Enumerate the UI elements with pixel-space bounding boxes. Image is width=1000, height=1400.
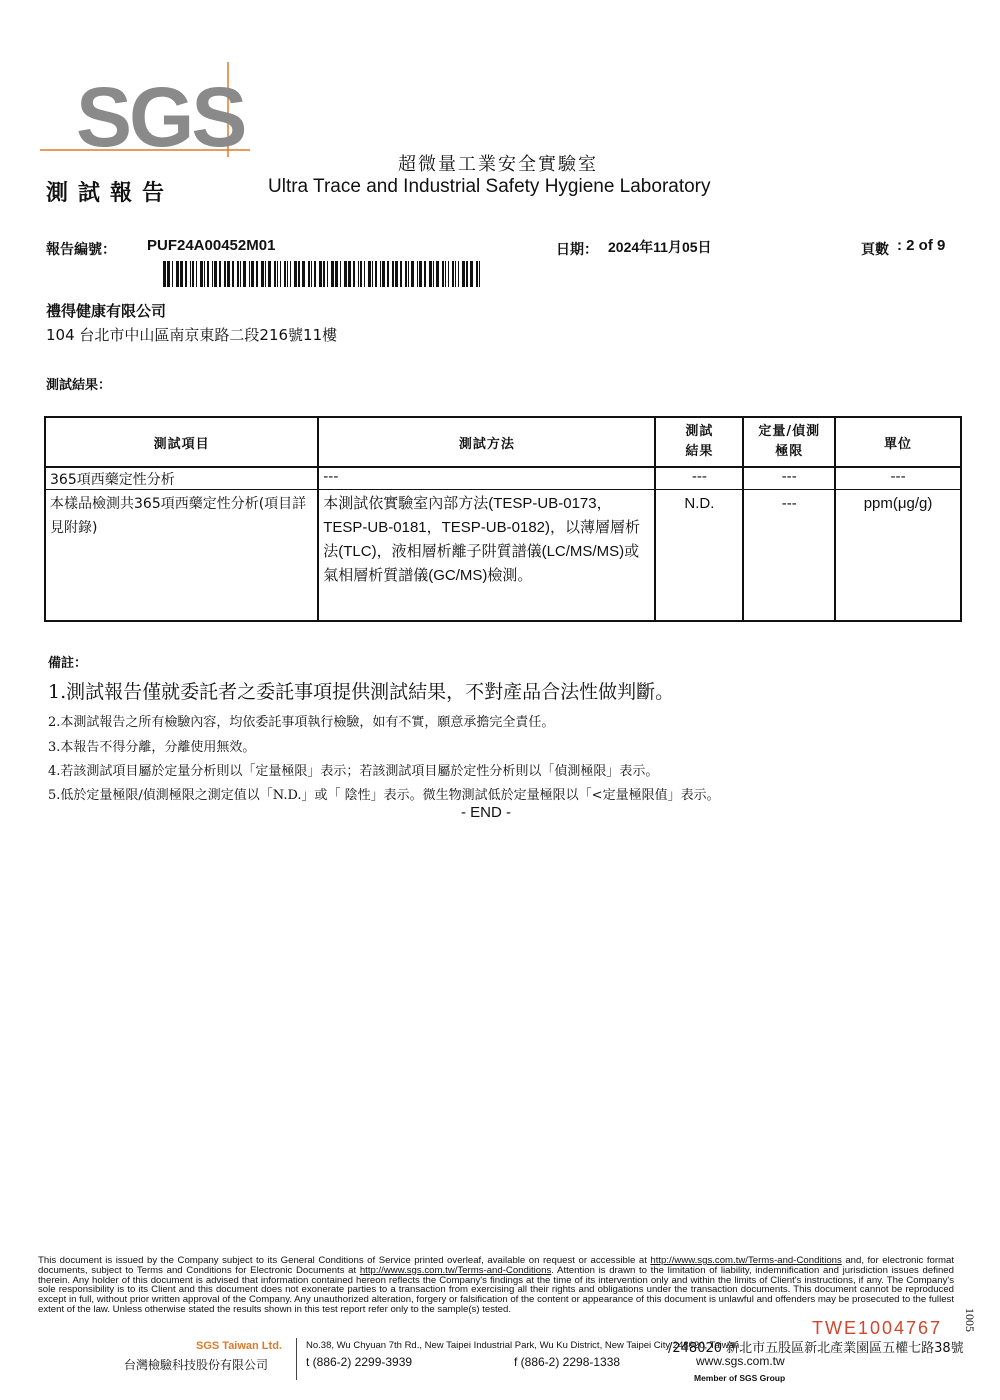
barcode-bar: [298, 261, 300, 287]
notes-heading: 備註：: [48, 656, 88, 671]
barcode-bar: [227, 261, 230, 287]
cell-unit: ---: [835, 467, 961, 490]
barcode-bar: [268, 261, 271, 287]
cell-method: ---: [318, 467, 655, 490]
barcode-bar: [448, 261, 449, 287]
page-count: : 2 of 9: [897, 237, 946, 254]
disclaimer-text: This document is issued by the Company subject to its General Conditions of Service printed overleaf, available on request or accessible at: [38, 1255, 651, 1266]
footer-divider: [296, 1338, 297, 1380]
header-limit-line1: 定量/偵測: [758, 424, 821, 439]
barcode-bar: [243, 261, 246, 287]
barcode-bar: [311, 261, 312, 287]
sgs-logo-text: SGS: [76, 70, 245, 157]
cell-result: N.D.: [655, 490, 743, 622]
barcode-bar: [261, 261, 264, 287]
barcode-bar: [200, 261, 203, 287]
barcode-bar: [224, 261, 226, 287]
telephone: t (886-2) 2299-3939: [306, 1355, 413, 1369]
table-header-row: [45, 417, 961, 467]
barcode-bar: [302, 261, 305, 287]
lab-name-zh: 超微量工業安全實驗室: [398, 154, 598, 175]
lab-name-en: Ultra Trace and Industrial Safety Hygiene Laboratory: [268, 176, 711, 197]
fax: f (886-2) 2298-1338: [514, 1355, 621, 1369]
disclaimer-text: and, for electronic format documents, subject to Terms and Conditions for Electronic Documents at: [38, 1255, 955, 1276]
barcode-bar: [476, 261, 478, 287]
barcode-bar: [212, 261, 213, 287]
header-test-method: 測試方法: [318, 417, 655, 467]
table-row: [45, 490, 961, 622]
barcode-bar: [314, 261, 316, 287]
barcode-bar: [249, 261, 250, 287]
barcode-bar: [375, 261, 377, 287]
barcode-bar: [392, 261, 394, 287]
header-result-line2: 結果: [685, 444, 714, 459]
disclaimer-text: . Attention is drawn to the limitation of liability, indemnification and jurisdiction issues defined therein. Any holder of this document is advised that information contained hereon reflects the Company's findings at the time of its intervention only and within the limits of Client's instructions, if any. The Company's sole responsibility is to its Client and this document does not exonerate parties to a transaction from exercising all their rights and obligations under the transaction documents. This document cannot be reproduced except in full, without prior written approval of the Company. Any unauthorized alteration, forgery or falsification of the content or appearance of this document is unlawful and offenders may be prosecuted to the fullest extent of the law. Unless otherwise stated the results shown in this test report refer only to the sample(s) tested.: [38, 1264, 954, 1315]
barcode-bar: [196, 261, 197, 287]
barcode-bar: [405, 261, 407, 287]
barcode-bar: [380, 261, 381, 287]
barcode-bar: [358, 261, 359, 287]
barcode-bar: [294, 261, 297, 287]
barcode-bar: [277, 261, 278, 287]
barcode-bar: [323, 261, 325, 287]
cell-item: 本樣品檢測共365項西藥定性分析(項目詳見附錄): [45, 490, 318, 622]
note-item: 4.若該測試項目屬於定量分析則以「定量極限」表示；若該測試項目屬於定性分析則以「偵測極限」表示。: [48, 764, 659, 779]
barcode-bar: [433, 261, 434, 287]
barcode-bar: [368, 261, 371, 287]
sgs-logo-graphic: [40, 62, 250, 157]
barcode-bar: [429, 261, 432, 287]
pages-label: 頁數: [861, 242, 889, 258]
cell-method: 本測試依實驗室內部方法(TESP-UB-0173，TESP-UB-0181，TESP-UB-0182)，以薄層層析法(TLC)，液相層析離子阱質譜儀(LC/MS/MS)或氣相層析質譜儀(GC/MS)檢測。: [318, 490, 655, 622]
barcode-bar: [408, 261, 409, 287]
barcode-bar: [204, 261, 205, 287]
electronic-terms-link[interactable]: http://www.sgs.com.tw/Terms-and-Conditions: [359, 1264, 552, 1276]
barcode-bar: [466, 261, 468, 287]
barcode-bar: [280, 261, 281, 287]
barcode-bar: [360, 261, 362, 287]
header-unit: 單位: [835, 417, 961, 467]
barcode-bar: [219, 261, 221, 287]
report-no-label: 報告編號：: [46, 242, 116, 258]
barcode-bar: [458, 261, 459, 287]
address-en: No.38, Wu Chyuan 7th Rd., New Taipei Industrial Park, Wu Ku District, New Taipei City 248020, Taiwan: [306, 1340, 740, 1351]
barcode-bar: [319, 261, 322, 287]
disclaimer: [38, 1256, 954, 1315]
barcode-graphic: [163, 261, 483, 287]
barcode-bar: [256, 261, 258, 287]
results-heading: 測試結果：: [46, 378, 112, 393]
barcode-bar: [411, 261, 414, 287]
barcode-bar: [190, 261, 191, 287]
note-item: 5.低於定量極限/偵測極限之測定值以「N.D.」或「 陰性」表示。微生物測試低於定量極限以「<定量極限值」表示。: [48, 788, 720, 803]
note-item: 2.本測試報告之所有檢驗內容，均依委託事項執行檢驗，如有不實，願意承擔完全責任。: [48, 715, 555, 730]
end-marker: - END -: [461, 804, 511, 821]
member-of-sgs: Member of SGS Group: [694, 1373, 786, 1383]
header-result-line1: 測試: [685, 424, 714, 439]
barcode-bar: [265, 261, 266, 287]
cell-unit: ppm(μg/g): [835, 490, 961, 622]
barcode-bar: [172, 261, 173, 287]
barcode-bar: [395, 261, 398, 287]
cell-item: 365項西藥定性分析: [45, 467, 318, 490]
address-zh: /248020 新北市五股區新北產業園區五權七路38號: [668, 1341, 964, 1356]
barcode-bar: [192, 261, 194, 287]
barcode-bar: [180, 261, 183, 287]
serial-number: TWE1004767: [812, 1318, 943, 1338]
barcode-bar: [417, 261, 418, 287]
barcode-bar: [436, 261, 439, 287]
barcode-bar: [274, 261, 276, 287]
barcode-bar: [163, 261, 166, 287]
header-limit-line2: 極限: [775, 444, 804, 459]
terms-link[interactable]: http://www.sgs.com.tw/Terms-and-Conditions: [650, 1255, 842, 1266]
date-label: 日期：: [556, 242, 598, 258]
barcode-bar: [348, 261, 351, 287]
barcode-bar: [372, 261, 373, 287]
barcode-bar: [442, 261, 444, 287]
barcode-bar: [284, 261, 286, 287]
barcode-bar: [327, 261, 328, 287]
barcode-bar: [308, 261, 310, 287]
barcode-bar: [340, 261, 341, 287]
barcode: [163, 261, 483, 287]
header-limit: [743, 417, 835, 467]
cell-result: ---: [655, 467, 743, 490]
barcode-bar: [382, 261, 385, 287]
cell-limit: ---: [743, 467, 835, 490]
barcode-bar: [452, 261, 454, 287]
barcode-bar: [364, 261, 365, 287]
barcode-bar: [214, 261, 217, 287]
barcode-bar: [232, 261, 234, 287]
header-test-item: 測試項目: [45, 417, 318, 467]
barcode-bar: [455, 261, 456, 287]
table-row: [45, 467, 961, 490]
cell-limit: ---: [743, 490, 835, 622]
report-no: PUF24A00452M01: [147, 237, 276, 254]
client-name: 禮得健康有限公司: [46, 302, 167, 320]
company-name-zh: 台灣檢驗科技股份有限公司: [124, 1358, 269, 1372]
barcode-bar: [445, 261, 446, 287]
barcode-bar: [176, 261, 179, 287]
barcode-bar: [167, 261, 170, 287]
barcode-bar: [240, 261, 241, 287]
sgs-logo: [40, 62, 250, 157]
barcode-bar: [424, 261, 426, 287]
side-code: 1005: [963, 1308, 977, 1332]
barcode-bar: [207, 261, 209, 287]
report-title: 測試報告: [46, 180, 175, 206]
barcode-bar: [387, 261, 389, 287]
barcode-bar: [400, 261, 402, 287]
barcode-bar: [462, 261, 465, 287]
barcode-bar: [287, 261, 288, 287]
barcode-bar: [470, 261, 473, 287]
note-item: 1.測試報告僅就委託者之委託事項提供測試結果，不對產品合法性做判斷。: [48, 681, 675, 703]
barcode-bar: [185, 261, 187, 287]
barcode-bar: [419, 261, 422, 287]
barcode-bar: [237, 261, 239, 287]
barcode-bar: [344, 261, 347, 287]
barcode-bar: [251, 261, 254, 287]
sgs-taiwan-name: SGS Taiwan Ltd.: [196, 1340, 282, 1352]
barcode-bar: [331, 261, 334, 287]
barcode-bar: [335, 261, 338, 287]
website-link[interactable]: www.sgs.com.tw: [696, 1354, 785, 1368]
client-address: 104 台北市中山區南京東路二段216號11樓: [46, 326, 338, 344]
barcode-bar: [290, 261, 291, 287]
barcode-bar: [353, 261, 355, 287]
header-result: [655, 417, 743, 467]
report-date: 2024年11月05日: [608, 239, 712, 255]
barcode-bar: [479, 261, 480, 287]
note-item: 3.本報告不得分離，分離使用無效。: [48, 740, 256, 755]
results-table: [44, 416, 962, 622]
